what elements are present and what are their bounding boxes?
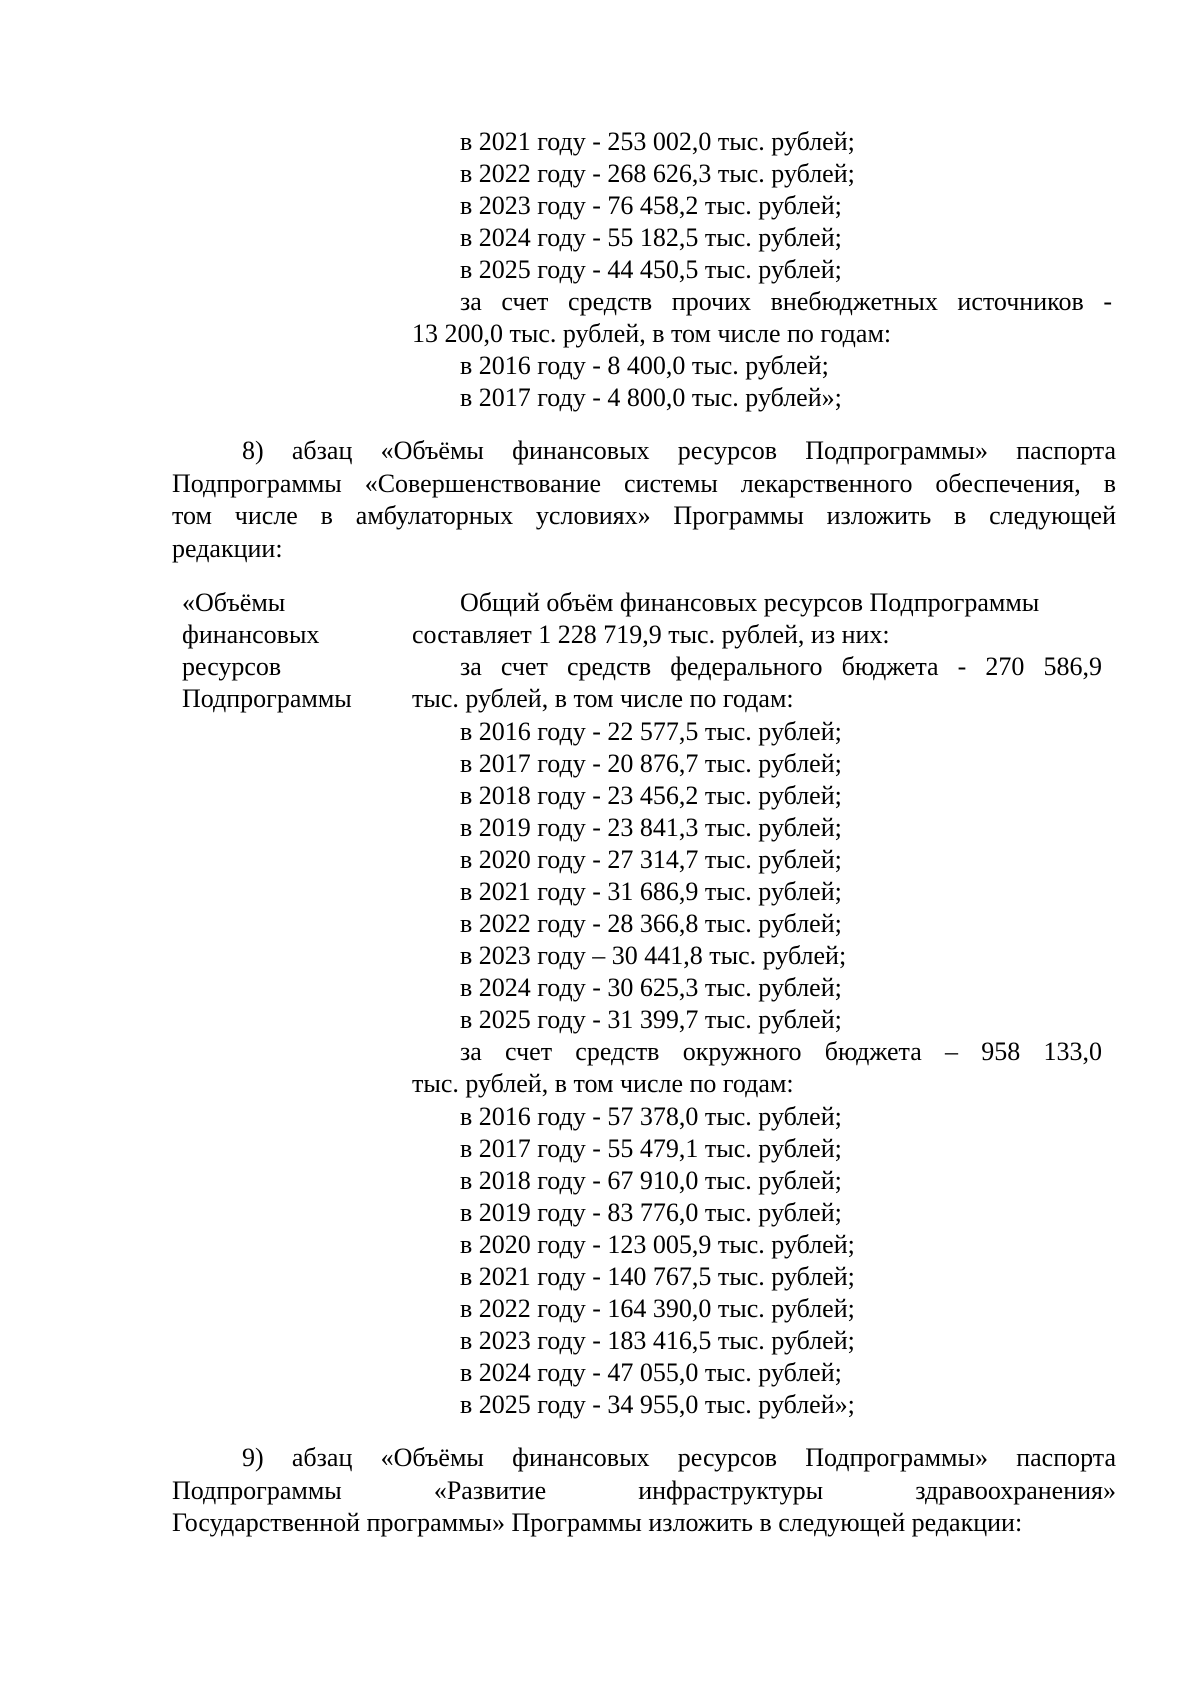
okrug-line: за счет средств окружного бюджета – 958 133,0 bbox=[460, 1037, 1102, 1066]
year-line: в 2019 году - 23 841,3 тыс. рублей; bbox=[460, 813, 842, 842]
extrabudget-line: за счет средств прочих внебюджетных источников - bbox=[460, 287, 1112, 316]
year-line: в 2016 году - 57 378,0 тыс. рублей; bbox=[460, 1102, 842, 1131]
paragraph-line: 8) абзац «Объёмы финансовых ресурсов Подпрограммы» паспорта bbox=[242, 436, 1116, 465]
year-line: в 2020 году - 123 005,9 тыс. рублей; bbox=[460, 1230, 855, 1259]
year-line: в 2024 году - 30 625,3 тыс. рублей; bbox=[460, 973, 842, 1002]
paragraph-line: редакции: bbox=[172, 533, 283, 563]
year-line: в 2017 году - 55 479,1 тыс. рублей; bbox=[460, 1134, 842, 1163]
year-line: в 2025 году - 31 399,7 тыс. рублей; bbox=[460, 1005, 842, 1034]
year-line: в 2023 году – 30 441,8 тыс. рублей; bbox=[460, 941, 847, 970]
total-line: составляет 1 228 719,9 тыс. рублей, из них: bbox=[412, 620, 890, 649]
paragraph-line: том числе в амбулаторных условиях» Программы изложить в следующей bbox=[172, 501, 1116, 530]
paragraph-line: Подпрограммы «Совершенствование системы лекарственного обеспечения, в bbox=[172, 468, 1116, 498]
year-line: в 2016 году - 8 400,0 тыс. рублей; bbox=[460, 351, 829, 380]
paragraph-9 bbox=[172, 1442, 1116, 1540]
okrug-line: тыс. рублей, в том числе по годам: bbox=[412, 1069, 794, 1098]
extrabudget-line: 13 200,0 тыс. рублей, в том числе по годам: bbox=[412, 319, 892, 348]
year-line: в 2018 году - 67 910,0 тыс. рублей; bbox=[460, 1166, 842, 1195]
table-label-line: «Объёмы bbox=[182, 588, 286, 617]
year-line: в 2017 году - 20 876,7 тыс. рублей; bbox=[460, 749, 842, 778]
year-line: в 2024 году - 47 055,0 тыс. рублей; bbox=[460, 1358, 842, 1387]
year-line: в 2025 году - 44 450,5 тыс. рублей; bbox=[460, 255, 842, 284]
table-label-line: ресурсов bbox=[182, 652, 282, 681]
year-line: в 2022 году - 268 626,3 тыс. рублей; bbox=[460, 159, 855, 188]
year-line: в 2021 году - 140 767,5 тыс. рублей; bbox=[460, 1262, 855, 1291]
year-line: в 2022 году - 164 390,0 тыс. рублей; bbox=[460, 1294, 855, 1323]
year-line: в 2022 году - 28 366,8 тыс. рублей; bbox=[460, 909, 842, 938]
federal-line: тыс. рублей, в том числе по годам: bbox=[412, 684, 794, 713]
year-line: в 2018 году - 23 456,2 тыс. рублей; bbox=[460, 781, 842, 810]
year-line: в 2023 году - 183 416,5 тыс. рублей; bbox=[460, 1326, 855, 1355]
year-line: в 2023 году - 76 458,2 тыс. рублей; bbox=[460, 191, 842, 220]
year-line: в 2019 году - 83 776,0 тыс. рублей; bbox=[460, 1198, 842, 1227]
year-line: в 2025 году - 34 955,0 тыс. рублей»; bbox=[460, 1390, 855, 1419]
paragraph-8 bbox=[172, 435, 1116, 565]
year-line: в 2024 году - 55 182,5 тыс. рублей; bbox=[460, 223, 842, 252]
year-line: в 2021 году - 253 002,0 тыс. рублей; bbox=[460, 127, 855, 156]
federal-line: за счет средств федерального бюджета - 270 586,9 bbox=[460, 652, 1102, 681]
year-line: в 2017 году - 4 800,0 тыс. рублей»; bbox=[460, 383, 842, 412]
paragraph-line: Государственной программы» Программы изложить в следующей редакции: bbox=[172, 1508, 1023, 1537]
total-line: Общий объём финансовых ресурсов Подпрограммы bbox=[460, 588, 1040, 617]
paragraph-line: 9) абзац «Объёмы финансовых ресурсов Подпрограммы» паспорта bbox=[242, 1443, 1116, 1472]
paragraph-line: Подпрограммы «Развитие инфраструктуры здравоохранения» bbox=[172, 1475, 1116, 1505]
table-label-line: Подпрограммы bbox=[182, 684, 352, 713]
year-line: в 2021 году - 31 686,9 тыс. рублей; bbox=[460, 877, 842, 906]
year-line: в 2020 году - 27 314,7 тыс. рублей; bbox=[460, 845, 842, 874]
table-label-line: финансовых bbox=[182, 620, 320, 649]
year-line: в 2016 году - 22 577,5 тыс. рублей; bbox=[460, 717, 842, 746]
